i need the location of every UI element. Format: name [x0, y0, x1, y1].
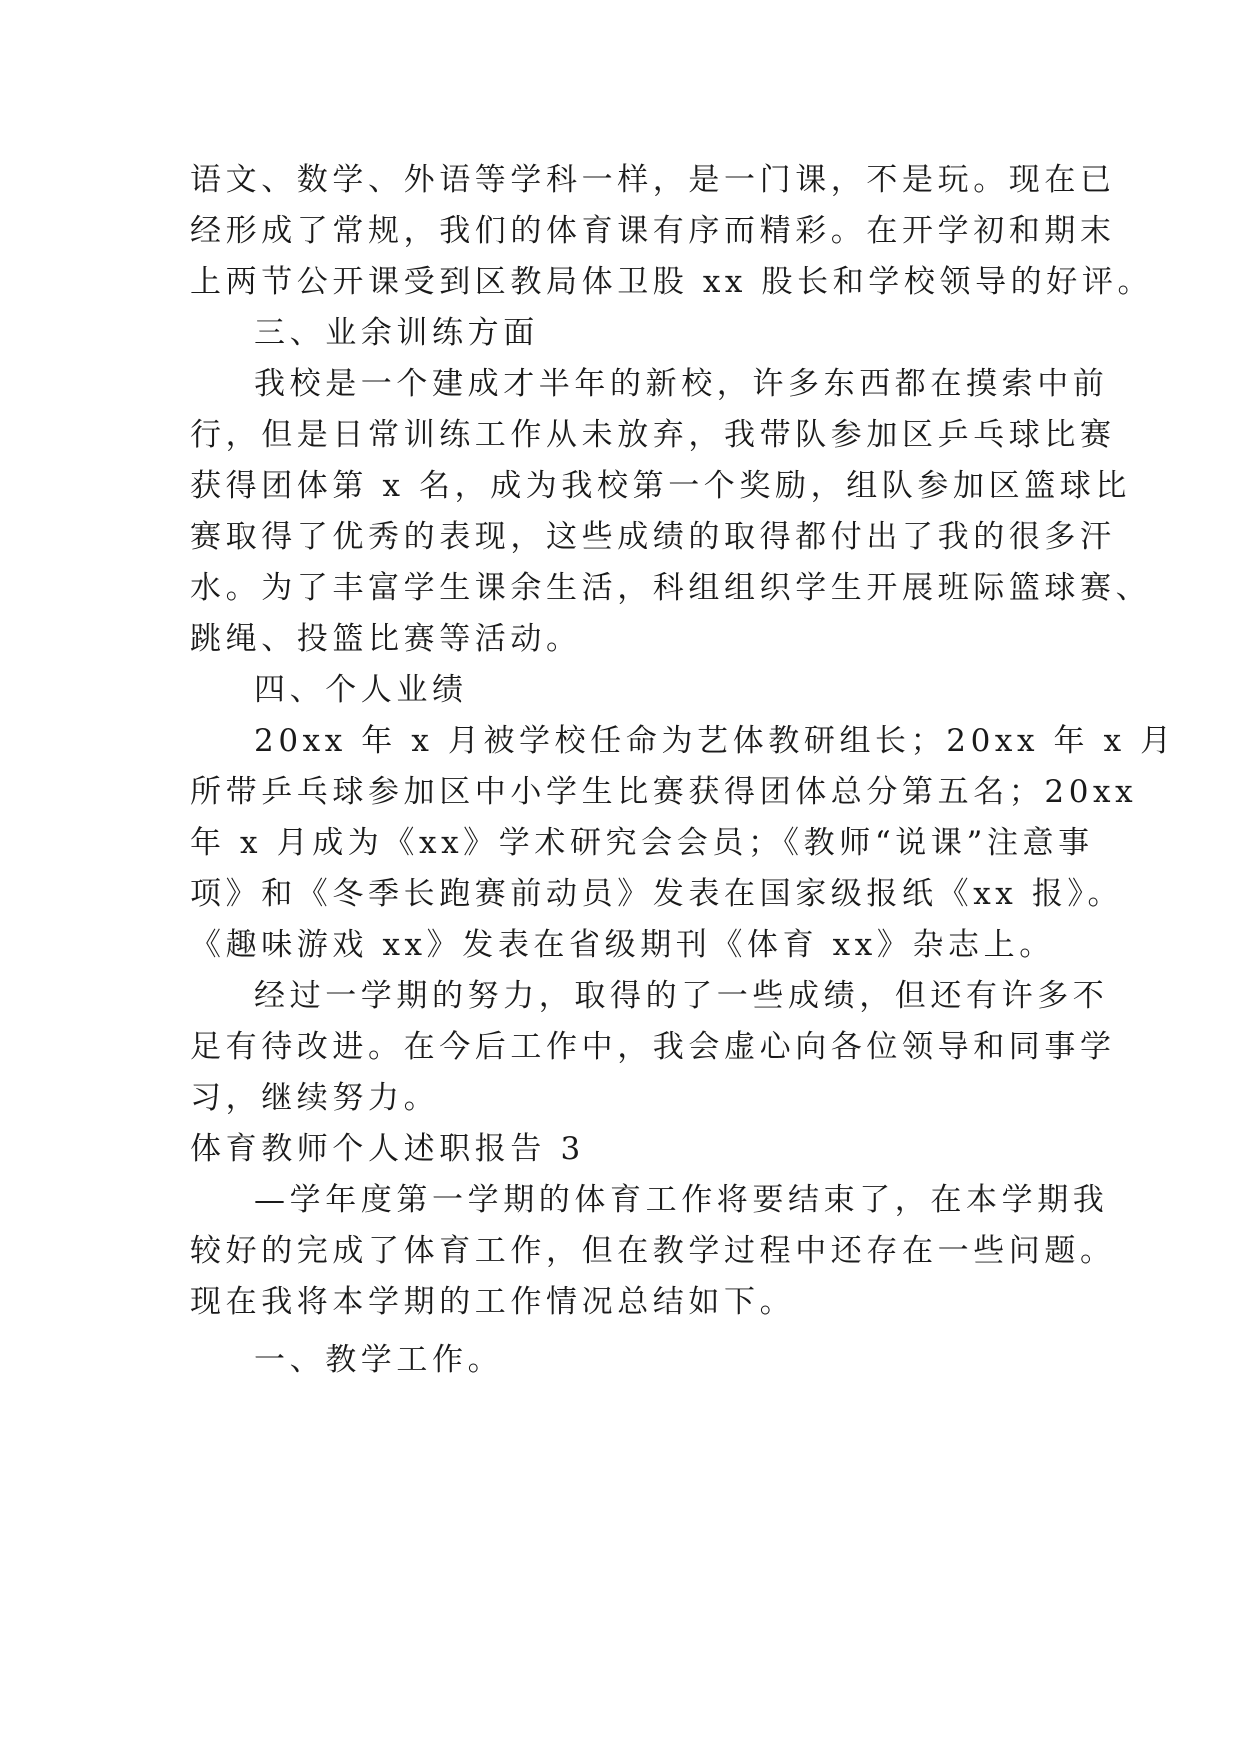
paragraph-line: 现在我将本学期的工作情况总结如下。: [190, 1284, 796, 1320]
report-title: 体育教师个人述职报告 3: [190, 1131, 585, 1167]
paragraph-line: 较好的完成了体育工作，但在教学过程中还存在一些问题。: [190, 1233, 1116, 1269]
paragraph-line: 项》和《冬季长跑赛前动员》发表在国家级报纸《xx 报》。: [190, 876, 1124, 912]
paragraph-line: 足有待改进。在今后工作中，我会虚心向各位领导和同事学: [190, 1029, 1116, 1065]
paragraph-line: 水。为了丰富学生课余生活，科组组织学生开展班际篮球赛、: [190, 570, 1152, 606]
paragraph-line: 行，但是日常训练工作从未放弃，我带队参加区乒乓球比赛: [190, 417, 1116, 453]
paragraph-line: 上两节公开课受到区教局体卫股 xx 股长和学校领导的好评。: [190, 264, 1154, 300]
paragraph-line: 习，继续努力。: [190, 1080, 440, 1116]
paragraph-line: 经形成了常规，我们的体育课有序而精彩。在开学初和期末: [190, 213, 1116, 249]
paragraph-line: 跳绳、投篮比赛等活动。: [190, 621, 582, 657]
paragraph-line: 赛取得了优秀的表现，这些成绩的取得都付出了我的很多汗: [190, 519, 1116, 555]
section-heading: 四、个人业绩: [254, 672, 468, 708]
section-heading: 三、业余训练方面: [254, 315, 539, 351]
paragraph-line: 经过一学期的努力，取得的了一些成绩，但还有许多不: [254, 978, 1109, 1014]
paragraph-line: 语文、数学、外语等学科一样，是一门课，不是玩。现在已: [190, 162, 1116, 198]
paragraph-line: 我校是一个建成才半年的新校，许多东西都在摸索中前: [254, 366, 1109, 402]
paragraph-line: 《趣味游戏 xx》发表在省级期刊《体育 xx》杂志上。: [190, 927, 1055, 963]
paragraph-line: 所带乒乓球参加区中小学生比赛获得团体总分第五名；20xx: [190, 774, 1138, 810]
paragraph-line: 20xx 年 x 月被学校任命为艺体教研组长；20xx 年 x 月: [254, 723, 1176, 759]
paragraph-line: 获得团体第 x 名，成为我校第一个奖励，组队参加区篮球比: [190, 468, 1131, 504]
paragraph-line: 年 x 月成为《xx》学术研究会会员；《教师“说课”注意事: [190, 825, 1094, 861]
section-heading: 一、教学工作。: [254, 1342, 504, 1378]
paragraph-line: —学年度第一学期的体育工作将要结束了，在本学期我: [254, 1182, 1109, 1218]
